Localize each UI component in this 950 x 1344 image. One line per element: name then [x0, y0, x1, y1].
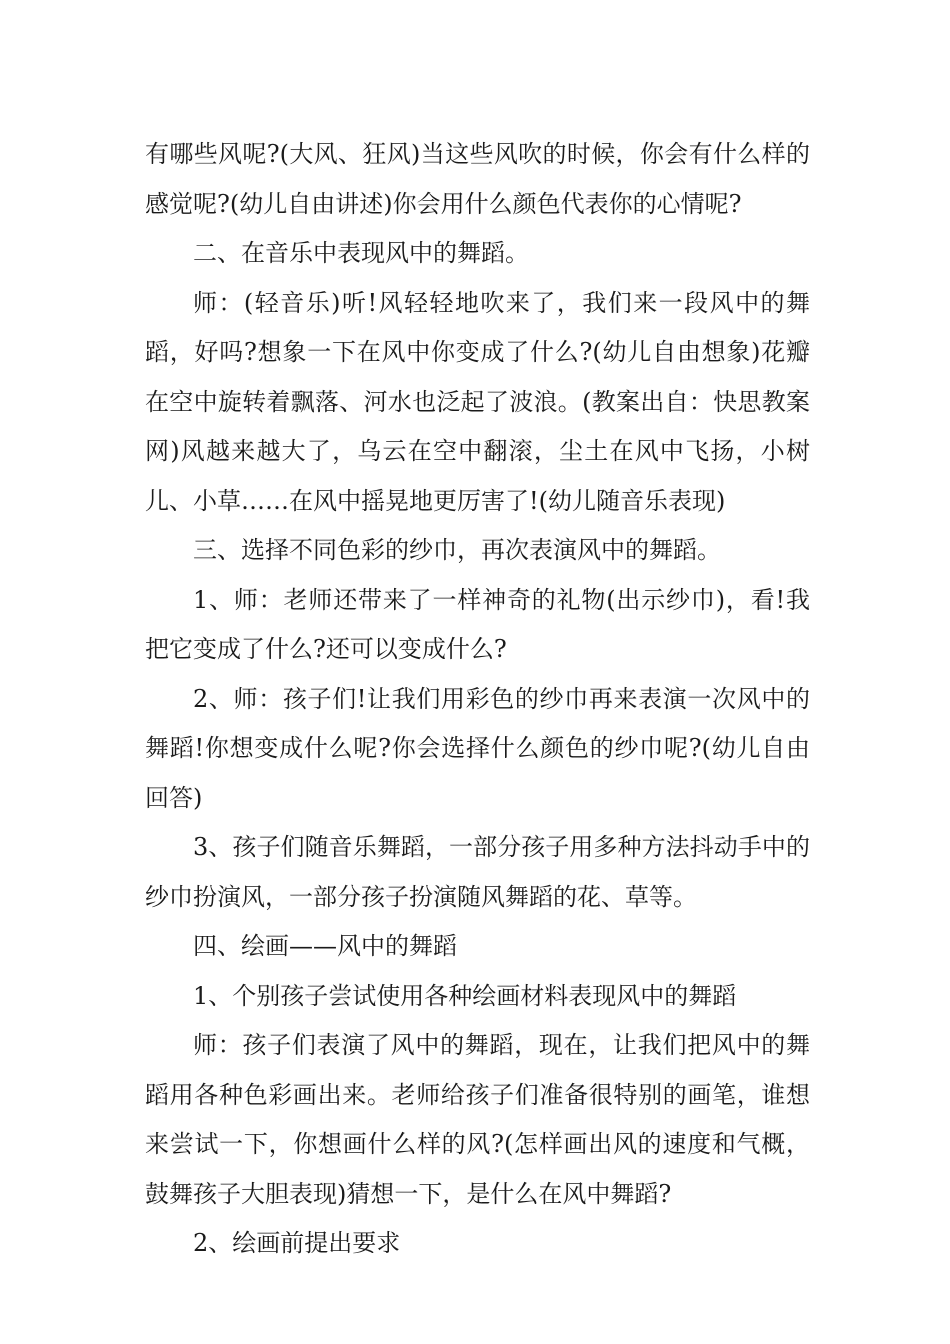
paragraph-step-2: 2、师：孩子们!让我们用彩色的纱巾再来表演一次风中的舞蹈!你想变成什么呢?你会选择什么颜色的纱巾呢?(幼儿自由回答) [145, 684, 810, 812]
paragraph-step-1: 1、师：老师还带来了一样神奇的礼物(出示纱巾)，看!我把它变成了什么?还可以变成什么? [145, 585, 810, 663]
paragraph-drawing-step-1: 1、个别孩子尝试使用各种绘画材料表现风中的舞蹈 [193, 981, 737, 1010]
section-heading-music: 二、在音乐中表现风中的舞蹈。 [193, 239, 529, 267]
document-body [145, 130, 810, 1269]
paragraph-teacher-drawing: 师：孩子们表演了风中的舞蹈，现在，让我们把风中的舞蹈用各种色彩画出来。老师给孩子们准备很特别的画笔，谁想来尝试一下，你想画什么样的风?(怎样画出风的速度和气概，鼓舞孩子大胆表现)猜想一下，是什么在风中舞蹈? [145, 1031, 810, 1208]
paragraph-teacher-music: 师：(轻音乐)听!风轻轻地吹来了，我们来一段风中的舞蹈，好吗?想象一下在风中你变成了什么?(幼儿自由想象)花瓣在空中旋转着飘落、河水也泛起了波浪。(教案出自：快思教案网)风越来越大了，乌云在空中翻滚，尘土在风中飞扬，小树儿、小草……在风中摇晃地更厉害了!(幼儿随音乐表现) [145, 288, 810, 515]
paragraph-step-3: 3、孩子们随音乐舞蹈，一部分孩子用多种方法抖动手中的纱巾扮演风，一部分孩子扮演随风舞蹈的花、草等。 [145, 833, 810, 911]
paragraph-drawing-step-2: 2、绘画前提出要求 [193, 1229, 401, 1257]
paragraph-continuation: 有哪些风呢?(大风、狂风)当这些风吹的时候，你会有什么样的感觉呢?(幼儿自由讲述)你会用什么颜色代表你的心情呢? [145, 140, 810, 218]
section-heading-scarf: 三、选择不同色彩的纱巾，再次表演风中的舞蹈。 [193, 536, 721, 564]
section-heading-drawing: 四、绘画——风中的舞蹈 [193, 932, 457, 960]
